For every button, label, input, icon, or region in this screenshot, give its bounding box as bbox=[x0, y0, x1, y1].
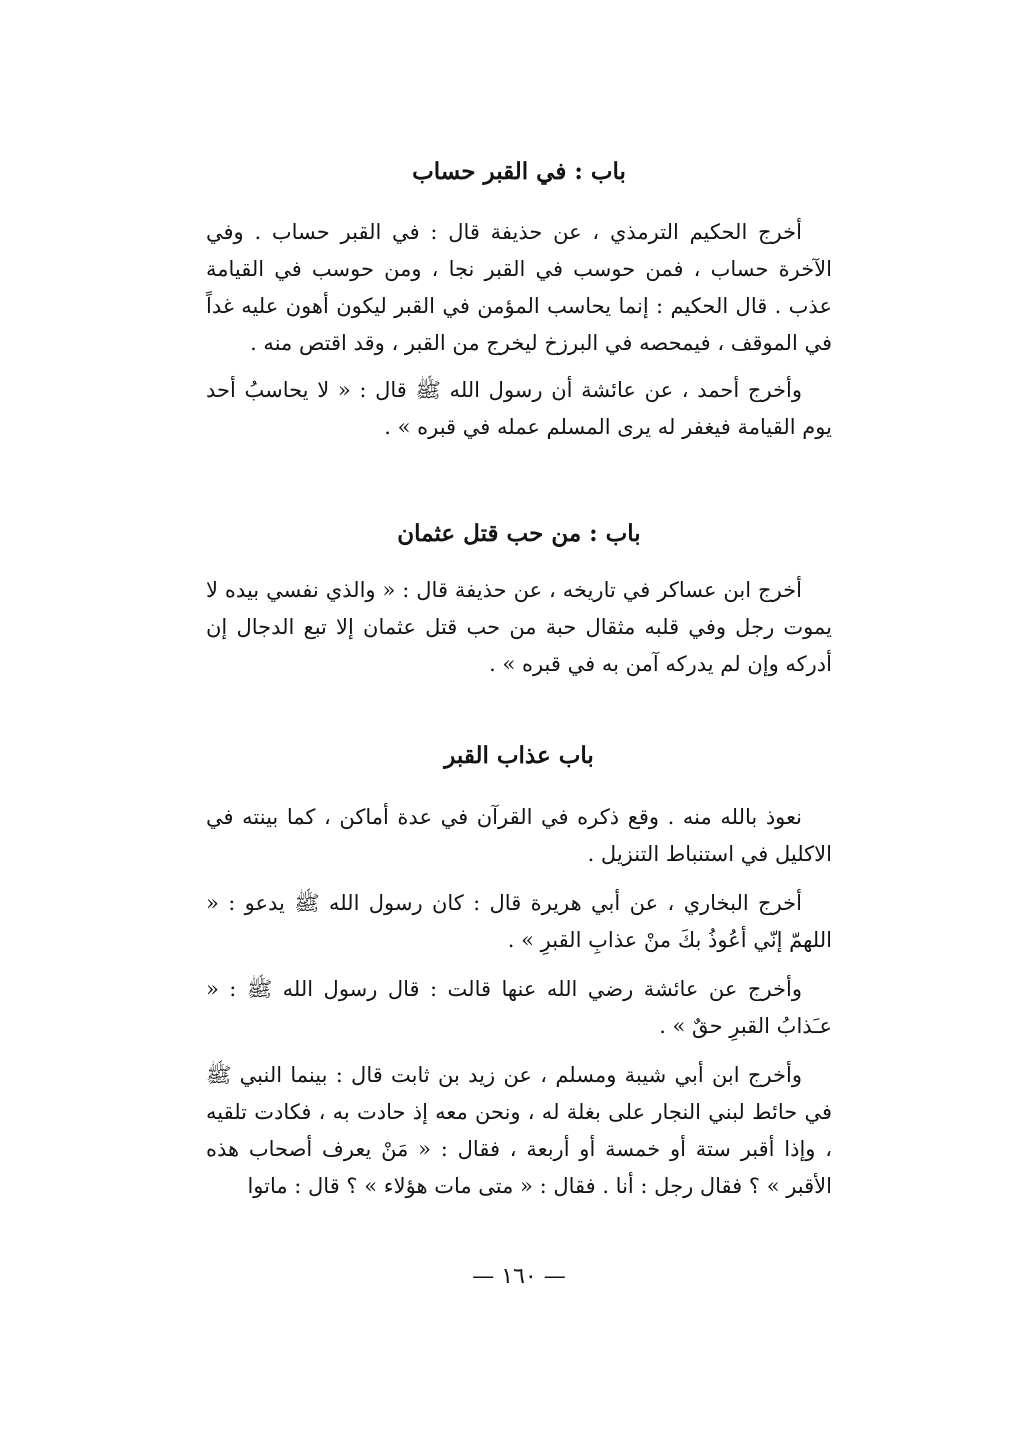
section-body-grave-reckoning bbox=[206, 214, 832, 446]
paragraph: أخرج الحكيم الترمذي ، عن حذيفة قال : في القبر حساب . وفي الآخرة حساب ، فمن حوسب في القبر نجا ، ومن حوسب في القيامة عذب . قال الحكيم : إنما يحاسب المؤمن في القبر ليكون أهون عليه غداً في الموقف ، فيمحصه في البرزخ ليخرج من القبر ، وقد اقتص منه . bbox=[206, 220, 832, 355]
page-number: — ١٦٠ — bbox=[472, 1264, 566, 1289]
paragraph: وأخرج عن عائشة رضي الله عنها قالت : قال رسول الله ﷺ : « عـَذابُ القبرِ حقٌ » . bbox=[206, 977, 832, 1038]
section-heading-grave-reckoning: باب : في القبر حساب bbox=[412, 158, 626, 185]
section-body-grave-punishment bbox=[206, 799, 832, 1205]
paragraph: وأخرج أحمد ، عن عائشة أن رسول الله ﷺ قال : « لا يحاسبُ أحد يوم القيامة فيغفر له يرى المسلم عمله في قبره » . bbox=[206, 378, 832, 439]
paragraph: أخرج البخاري ، عن أبي هريرة قال : كان رسول الله ﷺ يدعو : « اللهمّ إنّي أعُوذُ بكَ منْ عذابِ القبرِ » . bbox=[206, 891, 832, 952]
paragraph: وأخرج ابن أبي شيبة ومسلم ، عن زيد بن ثابت قال : بينما النبي ﷺ في حائط لبني النجار على بغلة له ، ونحن معه إذ حادت به ، فكادت تلقيه ، وإذا أقبر ستة أو خمسة أو أربعة ، فقال : « مَنْ يعرف أصحاب هذه الأقبر » ؟ فقال رجل : أنا . فقال : « متى مات هؤلاء » ؟ قال : ماتوا bbox=[206, 1063, 832, 1198]
section-body-love-of-killing-uthman bbox=[206, 572, 832, 683]
section-heading-love-of-killing-uthman: باب : من حب قتل عثمان bbox=[397, 520, 641, 547]
paragraph: أخرج ابن عساكر في تاريخه ، عن حذيفة قال : « والذي نفسي بيده لا يموت رجل وفي قلبه مثقال حبة من حب قتل عثمان إلا تبع الدجال إن أدركه وإن لم يدركه آمن به في قبره » . bbox=[206, 578, 832, 676]
paragraph: نعوذ بالله منه . وقع ذكره في القرآن في عدة أماكن ، كما بينته في الاكليل في استنباط التنزيل . bbox=[206, 805, 832, 866]
section-heading-grave-punishment: باب عذاب القبر bbox=[444, 742, 594, 769]
